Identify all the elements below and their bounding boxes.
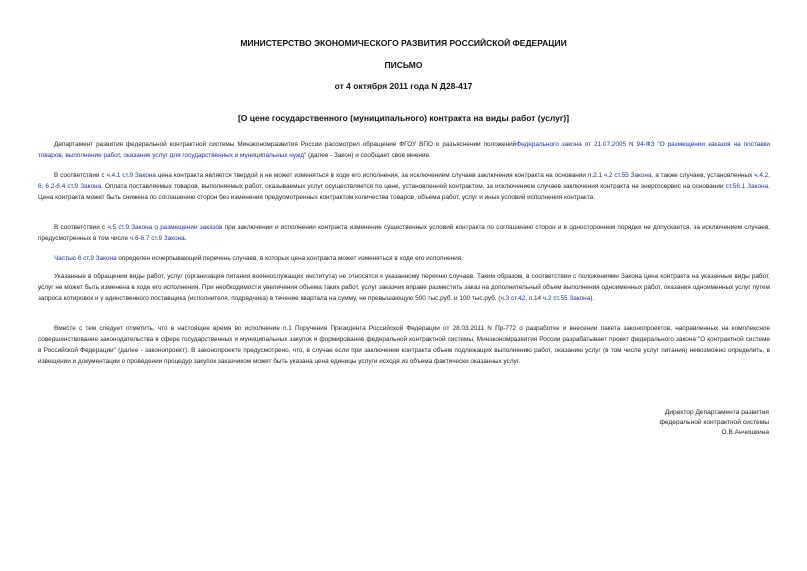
text: , п.14 bbox=[525, 295, 543, 302]
signature-name: О.В.Анчишкина bbox=[721, 429, 769, 436]
text: Вместе с тем следует отметить, что в настоящее время во исполнение п.1 Поручения Президента Российской Федерации от 28.03.2011 N Пр-772 о разработке и внесении пакета законопроектов, направленных на комплексное совершенствование законодательства в сфере государственных и муниципальных закупок и формирование федеральной контрактной системы, Минэкономразвития России разрабатывает проект федерального закона "О контрактной системе в Российской Федерации" (далее - законопроект). В законопроекте предусмотрено, что, в случае если при заключении контракта объем подлежащих выполнению работ, оказанию услуг (в том числе услуг питания) невозможно определить, в извещении и документации о проведении процедур закупок заказчиком может быть указана цена единицы услуги исходя из объема фактически оказанных услуг. bbox=[38, 325, 770, 365]
signature-title-2: федеральной контрактной системы bbox=[659, 419, 769, 426]
document-subject: [О цене государственного (муниципального) контракта на виды работ (услуг)] bbox=[237, 113, 570, 123]
text: определен исчерпывающий перечень случаев, в которых цена контракта может изменяться в ходе его исполнения. bbox=[116, 255, 463, 262]
text: В соответствии с bbox=[54, 172, 107, 179]
link-part-4-1-art-9[interactable]: ч.4.1 ст.9 Закона bbox=[106, 172, 156, 179]
paragraph-4 bbox=[38, 253, 770, 264]
ministry-heading: МИНИСТЕРСТВО ЭКОНОМИЧЕСКОГО РАЗВИТИЯ РОССИЙСКОЙ ФЕДЕРАЦИИ bbox=[240, 38, 567, 48]
signature-title-1: Директор Департамента развития bbox=[664, 409, 769, 416]
text: ). bbox=[590, 295, 595, 302]
text: . Цена контракта может быть снижена по соглашению сторон без изменения предусмотренных контрактом количества товаров, объема работ, услуг и иных условий исполнения контракта. bbox=[38, 183, 771, 201]
text: (далее - Закон) и сообщает свое мнение. bbox=[306, 152, 431, 159]
text: цена контракта является твердой и не может изменяться в ходе его исполнения, за исключением случаев заключения контракта на основании п.2.1 bbox=[155, 172, 604, 179]
document-date-number: от 4 октября 2011 года N Д28-417 bbox=[334, 81, 473, 91]
link-parts-4-2-6-art-9[interactable]: ч.4.2, 6, 6.2-6.4 ст.9 Закона bbox=[38, 172, 770, 190]
text: при заключении и исполнении контракта изменение существенных условий контракта по соглашению сторон и в одностороннем порядке не допускается, за исключением случаев, предусмотренных в том числе bbox=[38, 224, 771, 242]
link-part-2-art-55[interactable]: ч.2 ст.55 Закона bbox=[603, 172, 652, 179]
text: Департамент развития федеральной контрактной системы Минэкономразвития России рассмотрел обращение ФГОУ ВПО о разъяснении положений bbox=[54, 141, 517, 148]
text: . Оплата поставляемых товаров, выполняемых работ, оказываемых услуг осуществляется по цене, установленной контрактом, за исключением случаев заключения контракта на энергосервис на основании bbox=[101, 183, 726, 190]
paragraph-2 bbox=[38, 170, 770, 203]
link-part-5-art-9[interactable]: ч.5 ст.9 Закона о размещении заказов bbox=[107, 224, 223, 231]
link-part-2-art-55-b[interactable]: ч.2 ст.55 Закона bbox=[542, 295, 591, 302]
paragraph-3 bbox=[38, 222, 770, 244]
link-parts-6-6-7-art-9[interactable]: ч.6-6.7 ст.9 Закона bbox=[129, 235, 185, 242]
text: Указанные в обращении виды работ, услуг (организация питания военнослужащих института) не относятся к указанному перечню случаев. Таким образом, в соответствии с положениями Закона цена контракта на указанные виды работ, услуг не может быть изменена в ходе его исполнения. При необходимости увеличения объема таких работ, услуг заказчик вправе разместить заказ на дополнительный объем выполнения одноименных работ, оказания одноименных услуг путем запроса котировок и у единственного поставщика (исполнителя, подрядчика) в течение квартала на сумму, не превышающую 500 тыс.руб. и 100 тыс.руб. ( bbox=[38, 273, 770, 302]
link-federal-law-94fz[interactable]: Федерального закона от 21.07.2005 N 94-ФЗ "О размещении заказов на поставки товаров, выполнение работ, оказание услуг для государственных и муниципальных нужд" bbox=[38, 141, 770, 159]
paragraph-6 bbox=[38, 323, 770, 367]
link-part-3-art-42[interactable]: ч.3 ст.42 bbox=[500, 295, 526, 302]
link-part-6-art-9[interactable]: Частью 6 ст.9 Закона bbox=[54, 255, 117, 262]
text: . bbox=[184, 235, 187, 242]
paragraph-5 bbox=[38, 271, 770, 304]
link-art-56-1[interactable]: ст.56.1 Закона bbox=[725, 183, 769, 190]
text: , а также случаев, установленных bbox=[651, 172, 755, 179]
signature-block bbox=[660, 408, 770, 438]
paragraph-1 bbox=[38, 139, 770, 161]
text: В соответствии с bbox=[54, 224, 108, 231]
document-type: ПИСЬМО bbox=[384, 60, 423, 70]
